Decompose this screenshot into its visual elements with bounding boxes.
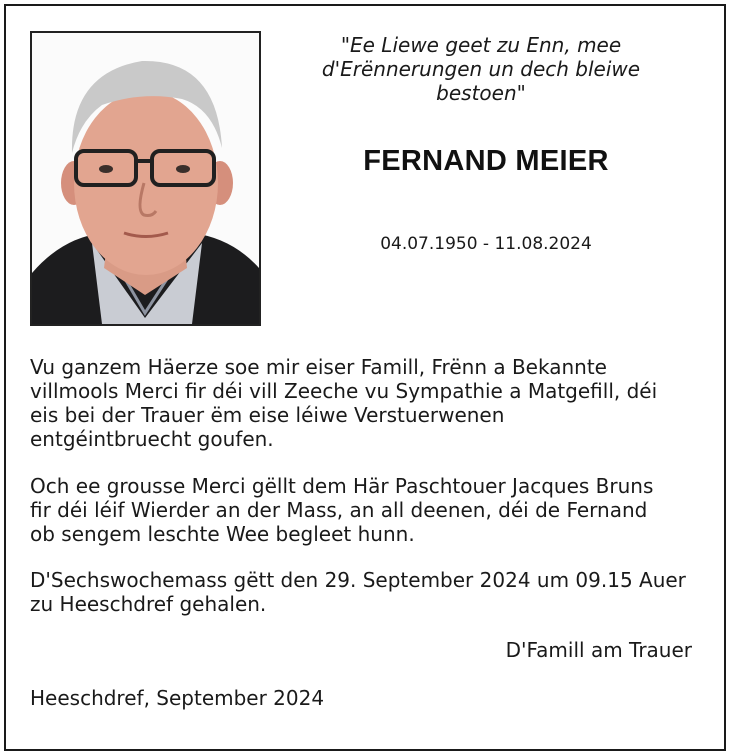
mass-announcement-paragraph	[30, 568, 686, 616]
text-line: villmools Merci fir déi vill Zeeche vu Sympathie a Matgefill, déi	[30, 379, 658, 403]
text-line: fir déi léif Wierder an der Mass, an all deenen, déi de Fernand	[30, 498, 648, 522]
life-dates: 04.07.1950 - 11.08.2024	[380, 234, 592, 254]
portrait-photo	[30, 31, 261, 326]
text-line: zu Heeschdref gehalen.	[30, 592, 267, 616]
family-signature: D'Famill am Trauer	[505, 638, 692, 662]
thanks-paragraph	[30, 355, 657, 451]
text-line: eis bei der Trauer ëm eise léiwe Verstuerwenen	[30, 403, 505, 427]
priest-thanks-paragraph	[30, 474, 653, 546]
text-line: entgéintbruecht goufen.	[30, 427, 274, 451]
text-line: Och ee grousse Merci gëllt dem Här Paschtouer Jacques Bruns	[30, 474, 654, 498]
memorial-quote: "Ee Liewe geet zu Enn, mee d'Erënnerungen un dech bleiwe bestoen"	[321, 33, 641, 105]
text-line: D'Sechswochemass gëtt den 29. September 2024 um 09.15 Auer	[30, 568, 686, 592]
deceased-name: FERNAND MEIER	[363, 145, 609, 177]
text-line: Vu ganzem Häerze soe mir eiser Famill, Frënn a Bekannte	[30, 355, 607, 379]
place-and-date: Heeschdref, September 2024	[30, 686, 325, 710]
text-line: ob sengem leschte Wee begleet hunn.	[30, 522, 415, 546]
